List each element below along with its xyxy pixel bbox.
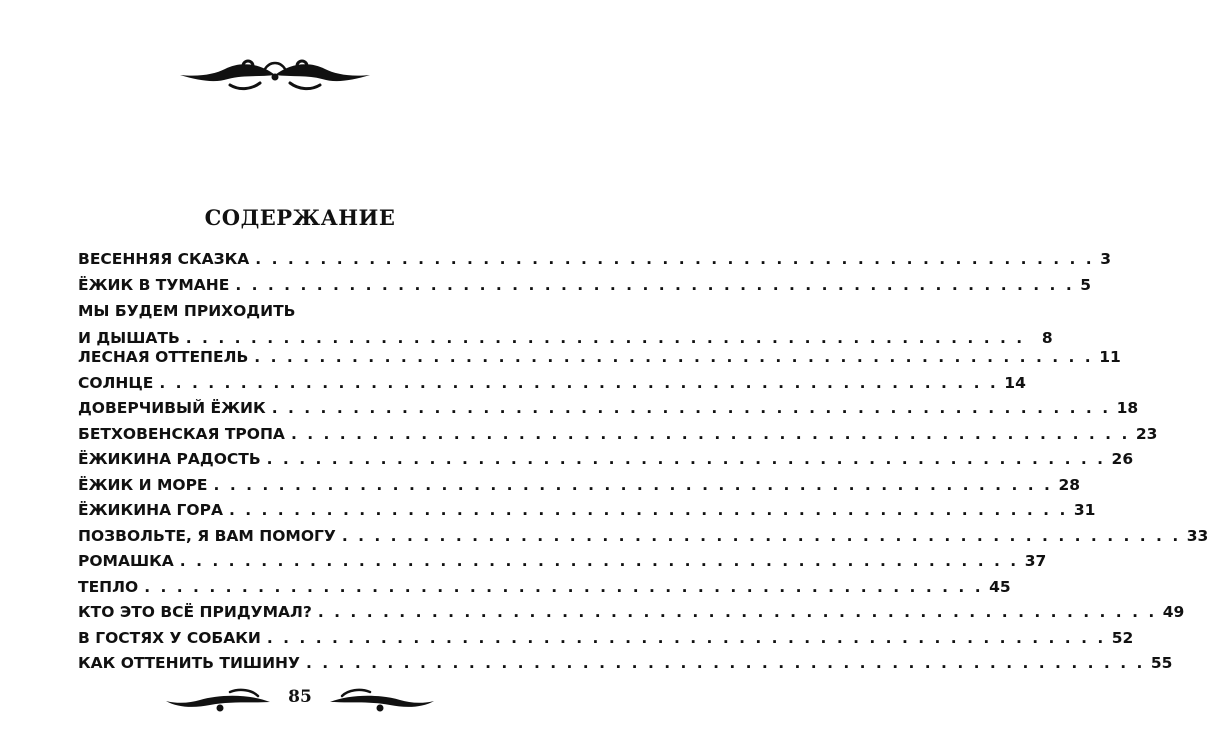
toc-entry-page: 18: [1116, 399, 1139, 417]
toc-entry-title: ТЕПЛО: [78, 577, 139, 596]
dot-leader: [180, 552, 1019, 570]
dot-leader: [254, 348, 1093, 366]
toc-entry-page: 49: [1162, 603, 1185, 621]
toc-entry-title: В ГОСТЯХ У СОБАКИ: [78, 628, 261, 647]
toc-entry-page: 37: [1024, 552, 1047, 570]
toc-entry-title: ЁЖИКИНА РАДОСТЬ: [78, 450, 261, 468]
toc-entry-title: СОЛНЦЕ: [78, 373, 154, 392]
dot-leader: [291, 425, 1130, 443]
toc-entry-title: РОМАШКА: [78, 552, 174, 570]
toc-entry: [78, 348, 1121, 374]
toc-entry-title: ЛЕСНАЯ ОТТЕПЕЛЬ: [78, 348, 249, 366]
toc-entry-page: 11: [1099, 348, 1121, 366]
toc-entry: [78, 526, 1208, 553]
dot-leader: [255, 250, 1094, 268]
toc-entry-page: 5: [1080, 275, 1092, 294]
toc-entry: [78, 475, 1081, 502]
toc-entry-page: 55: [1150, 654, 1173, 672]
dot-leader: [267, 450, 1106, 468]
toc-entry: [78, 552, 1047, 578]
toc-entry: [78, 654, 1173, 680]
toc-entry-title: ЁЖИКИНА ГОРА: [78, 501, 223, 519]
toc-entry-page: 52: [1111, 628, 1134, 647]
dot-leader: [235, 276, 1074, 294]
toc-entry: [78, 603, 1185, 629]
dot-leader: [318, 603, 1157, 621]
toc-entry-title: И ДЫШАТЬ: [78, 329, 180, 347]
toc-entry-title: КАК ОТТЕНИТЬ ТИШИНУ: [78, 654, 300, 672]
toc-entry: [78, 373, 1026, 400]
page-title: СОДЕРЖАНИЕ: [204, 205, 396, 230]
table-of-contents: [78, 250, 1208, 680]
toc-entry-title: ЁЖИК И МОРЕ: [78, 475, 208, 494]
toc-entry: [78, 450, 1134, 476]
toc-entry: [78, 424, 1158, 451]
toc-entry-page: 33: [1186, 526, 1208, 545]
toc-entry-page: 31: [1073, 501, 1096, 519]
dot-leader: [186, 329, 1025, 348]
toc-entry-page: 8: [1041, 329, 1053, 347]
ornament-bottom-icon: [160, 686, 440, 716]
dot-leader: [144, 578, 983, 596]
toc-entry: [78, 628, 1134, 655]
ornament-top-icon: [170, 55, 380, 95]
toc-entry-page: 45: [989, 577, 1011, 596]
toc-entry-page: 3: [1100, 250, 1111, 268]
toc-entry-title: ВЕСЕННЯЯ СКАЗКА: [78, 250, 250, 268]
toc-entry: [78, 577, 1011, 604]
toc-entry-page: 23: [1135, 424, 1158, 443]
toc-entry-title: ПОЗВОЛЬТЕ, Я ВАМ ПОМОГУ: [78, 526, 336, 545]
toc-entry-page: 26: [1111, 450, 1134, 468]
toc-entry-title: БЕТХОВЕНСКАЯ ТРОПА: [78, 424, 285, 443]
toc-entry: [78, 501, 1096, 527]
toc-entry-title: КТО ЭТО ВСЁ ПРИДУМАЛ?: [78, 603, 312, 621]
dot-leader: [267, 629, 1106, 647]
toc-entry-title: ЁЖИК В ТУМАНЕ: [78, 275, 230, 294]
dot-leader: [272, 399, 1111, 417]
toc-entry: [78, 275, 1092, 302]
dot-leader: [214, 476, 1053, 494]
toc-entry: [78, 250, 1111, 276]
dot-leader: [229, 501, 1068, 519]
toc-entry-title-line1: МЫ БУДЕМ ПРИХОДИТЬ: [78, 302, 296, 320]
dot-leader: [342, 527, 1181, 545]
toc-entry-title: ДОВЕРЧИВЫЙ ЁЖИК: [78, 399, 266, 417]
toc-entry-page: 28: [1058, 475, 1081, 494]
toc-entry: [78, 301, 1053, 348]
dot-leader: [159, 374, 998, 392]
dot-leader: [306, 654, 1145, 672]
page-number: 85: [288, 687, 312, 707]
toc-entry: [78, 399, 1139, 425]
toc-entry-page: 14: [1004, 373, 1026, 392]
